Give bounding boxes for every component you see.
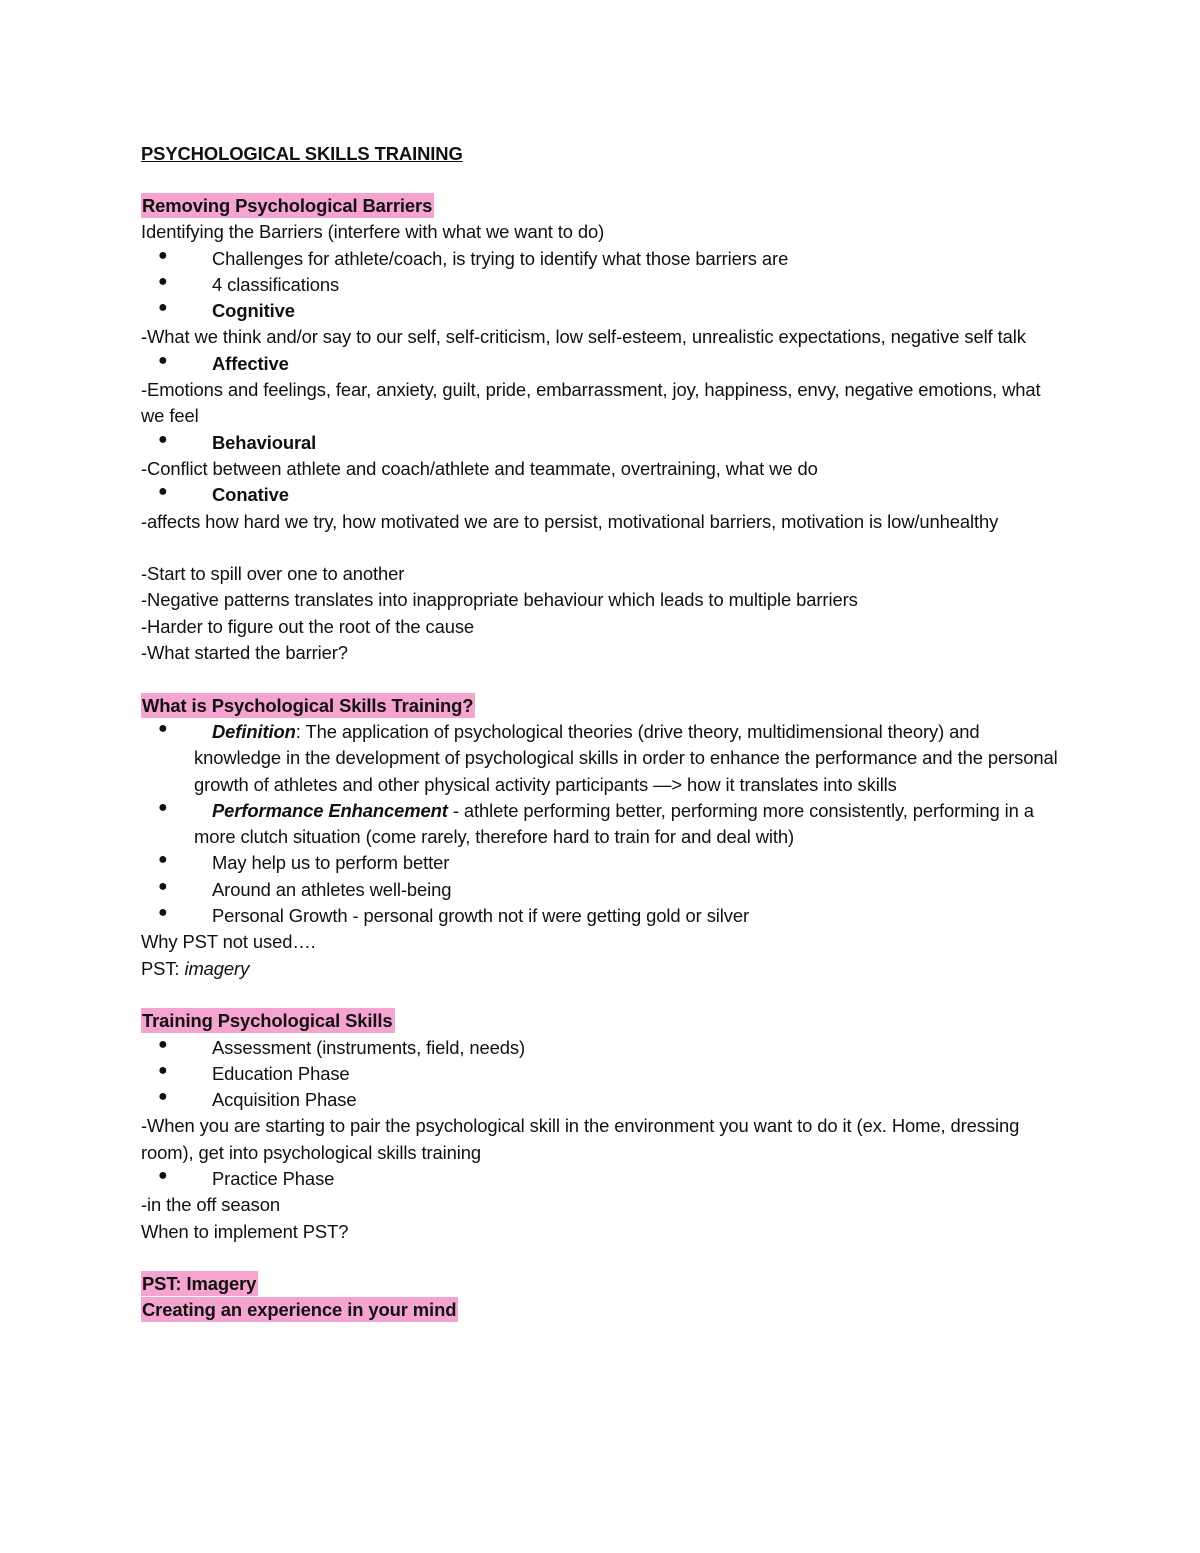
note-line: -Negative patterns translates into inappropriate behaviour which leads to multiple barriers [141, 589, 858, 611]
list-item: ● Around an athletes well-being [158, 877, 452, 900]
bullet-icon: ● [158, 798, 168, 816]
list-item: ● Behavioural [158, 430, 317, 453]
list-item: ● Assessment (instruments, field, needs) [158, 1035, 526, 1058]
bullet-icon: ● [158, 1061, 168, 1079]
list-item: ● Conative [158, 483, 289, 506]
section-heading-pst: What is Psychological Skills Training? [142, 694, 474, 716]
bullet-icon: ● [158, 904, 168, 922]
cognitive-desc: -What we think and/or say to our self, self-criticism, low self-esteem, unrealistic expectations, negative self talk [141, 326, 1026, 348]
spacer [141, 982, 1066, 1008]
list-item: ● 4 classifications [158, 272, 340, 295]
conative-desc: -affects how hard we try, how motivated we are to persist, motivational barriers, motivation is low/unhealthy [141, 510, 999, 532]
behavioural-desc: -Conflict between athlete and coach/athlete and teammate, overtraining, what we do [141, 457, 818, 479]
document-body [141, 141, 1066, 1324]
offseason-line: -in the off season [141, 1194, 280, 1216]
list-item: ● Acquisition Phase [158, 1088, 357, 1111]
spacer [141, 535, 1066, 561]
list-item: ● Definition: The application of psychological theories (drive theory, multidimensional theory) and knowledge in the development of psychological skills in order to enhance the performance and the personal growth of athletes and other physical activity participants —> how it translates into skills [158, 719, 1058, 795]
list-item: ● Challenges for athlete/coach, is trying to identify what those barriers are [158, 246, 789, 269]
bullet-icon: ● [158, 1035, 168, 1053]
list-item: ● Affective [158, 351, 289, 374]
pst-imagery-line: PST: imagery [141, 957, 250, 979]
bullet-icon: ● [158, 877, 168, 895]
list-item: ● Cognitive [158, 299, 295, 322]
bullet-icon: ● [158, 1166, 168, 1184]
section-heading-training: Training Psychological Skills [142, 1010, 393, 1032]
list-item: ● Performance Enhancement - athlete performing better, performing more consistently, performing in a more clutch situation (come rarely, therefore hard to train for and deal with) [158, 798, 1034, 848]
page-title: PSYCHOLOGICAL SKILLS TRAINING [141, 143, 463, 164]
bullet-icon: ● [158, 430, 168, 448]
acquisition-desc: -When you are starting to pair the psychological skill in the environment you want to do it (ex. Home, dressing room), get into psychological skills training [141, 1115, 1020, 1163]
why-pst-line: Why PST not used…. [141, 931, 316, 953]
bullet-icon: ● [158, 272, 168, 290]
bullet-icon: ● [158, 719, 168, 737]
list-item: ● Practice Phase [158, 1166, 335, 1189]
spacer [141, 666, 1066, 692]
list-item: ● May help us to perform better [158, 851, 450, 874]
bullet-icon: ● [158, 246, 168, 264]
when-line: When to implement PST? [141, 1220, 349, 1242]
section-heading-barriers: Removing Psychological Barriers [142, 195, 433, 216]
list-item: ● Education Phase [158, 1061, 350, 1084]
note-line: -Harder to figure out the root of the cause [141, 615, 475, 637]
note-line: -What started the barrier? [141, 642, 348, 664]
affective-desc: -Emotions and feelings, fear, anxiety, guilt, pride, embarrassment, joy, happiness, envy, negative emotions, what we feel [141, 379, 1041, 427]
bullet-icon: ● [158, 351, 168, 369]
spacer [141, 1245, 1066, 1271]
bullet-icon: ● [158, 299, 168, 317]
section-subheading-imagery: Creating an experience in your mind [142, 1299, 457, 1321]
bullet-icon: ● [158, 483, 168, 501]
section-heading-imagery: PST: Imagery [142, 1273, 257, 1295]
bullet-icon: ● [158, 1088, 168, 1106]
bullet-icon: ● [158, 851, 168, 869]
barriers-intro: Identifying the Barriers (interfere with what we want to do) [141, 221, 605, 243]
note-line: -Start to spill over one to another [141, 563, 405, 585]
list-item: ● Personal Growth - personal growth not if were getting gold or silver [158, 904, 750, 927]
